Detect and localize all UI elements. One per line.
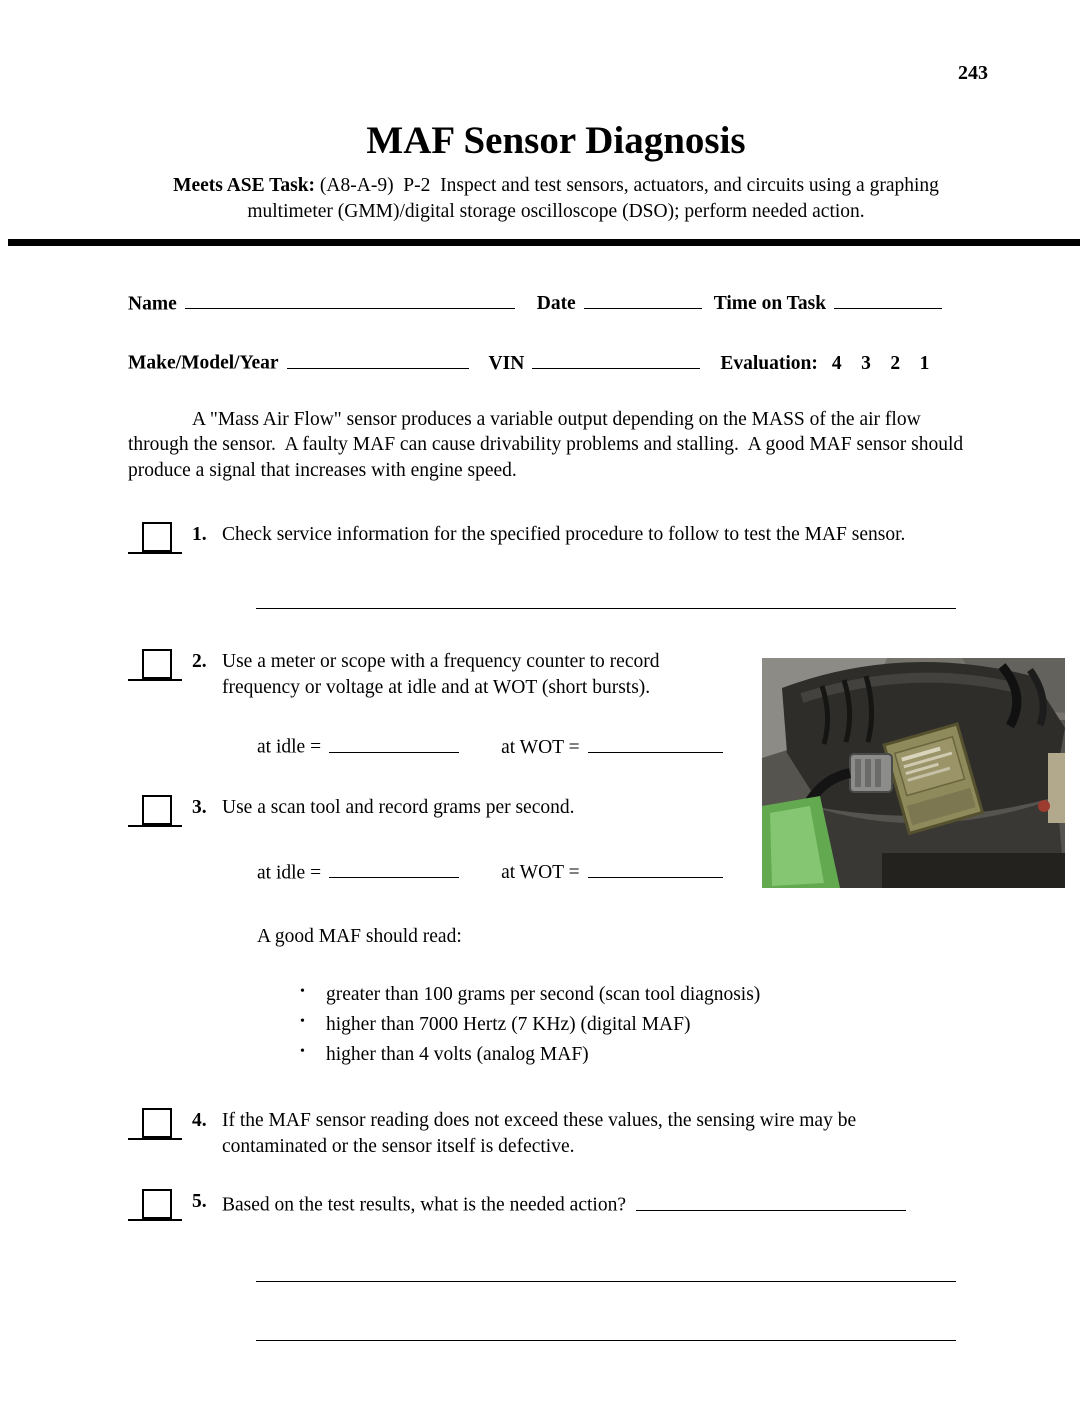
task-2-idle-field[interactable]: [329, 731, 459, 752]
ase-task-line: [128, 173, 984, 225]
at-wot-label: at WOT =: [501, 861, 580, 883]
task-5-text: Based on the test results, what is the needed action?: [222, 1194, 626, 1216]
make-model-year-field[interactable]: [287, 347, 469, 368]
vin-label: VIN: [488, 352, 525, 374]
task-5-answer-line-2[interactable]: [256, 1340, 956, 1341]
time-on-task-field[interactable]: [834, 288, 942, 309]
task-item-1: [128, 522, 984, 554]
task-3-checkbox-line: [128, 795, 182, 827]
form-row-identity: [128, 288, 984, 317]
task-4-text: If the MAF sensor reading does not exceed these values, the sensing wire may be contaminated or the sensor itself is defective.: [222, 1109, 857, 1157]
list-item: [300, 982, 984, 1008]
task-5-checkbox[interactable]: [142, 1189, 172, 1219]
task-2-checkbox[interactable]: [142, 649, 172, 679]
task-3-wot-field[interactable]: [588, 857, 723, 878]
task-item-5: [128, 1189, 984, 1221]
bullet-text: greater than 100 grams per second (scan tool diagnosis): [326, 983, 761, 1005]
bullet-icon: •: [300, 1043, 305, 1059]
task-2-checkbox-line: [128, 649, 182, 681]
name-label: Name: [128, 293, 177, 315]
ase-task-text: (A8-A-9) P-2 Inspect and test sensors, actuators, and circuits using a graphing multimeter (GMM)/digital storage oscilloscope (DSO); perform needed action.: [247, 174, 944, 222]
evaluation-scale[interactable]: 4 3 2 1: [831, 352, 930, 374]
good-maf-heading: A good MAF should read:: [257, 925, 462, 947]
bullet-text: higher than 7000 Hertz (7 KHz) (digital MAF): [326, 1013, 691, 1035]
task-1-answer-line[interactable]: [256, 608, 956, 609]
task-1-checkbox-line: [128, 522, 182, 554]
bullet-text: higher than 4 volts (analog MAF): [326, 1043, 589, 1065]
page-title: MAF Sensor Diagnosis: [366, 119, 746, 162]
task-5-number: 5.: [192, 1191, 207, 1213]
task-4-checkbox[interactable]: [142, 1108, 172, 1138]
header-divider: [8, 239, 1080, 246]
task-3-idle-field[interactable]: [329, 857, 459, 878]
good-maf-bullets: [300, 982, 984, 1068]
form-row-vehicle: [128, 347, 984, 376]
name-field[interactable]: [185, 288, 515, 309]
task-1-text: Check service information for the specified procedure to follow to test the MAF sensor.: [222, 524, 906, 546]
task-1-checkbox[interactable]: [142, 522, 172, 552]
at-wot-label: at WOT =: [501, 736, 580, 758]
page-number: 243: [958, 62, 988, 84]
task-3-checkbox[interactable]: [142, 795, 172, 825]
task-3-number: 3.: [192, 796, 207, 818]
task-2-wot-field[interactable]: [588, 731, 723, 752]
at-idle-label: at idle =: [257, 736, 322, 758]
at-idle-label: at idle =: [257, 861, 322, 883]
task-5-text-line: [222, 1189, 906, 1218]
ase-task-label: Meets ASE Task:: [173, 174, 316, 196]
evaluation-label: Evaluation:: [720, 352, 818, 374]
task-5-answer-line-1[interactable]: [256, 1281, 956, 1282]
date-label: Date: [536, 293, 576, 315]
task-5-answer-field[interactable]: [636, 1189, 906, 1210]
list-item: [300, 1012, 984, 1038]
intro-paragraph: A "Mass Air Flow" sensor produces a variable output depending on the MASS of the air flow through the sensor. A faulty MAF can cause drivability problems and stalling. A good MAF sensor should produce a signal that increases with engine speed.: [128, 408, 969, 482]
task-1-number: 1.: [192, 524, 207, 546]
bullet-icon: •: [300, 983, 305, 999]
make-model-year-label: Make/Model/Year: [128, 352, 279, 374]
time-on-task-label: Time on Task: [713, 293, 827, 315]
task-4-number: 4.: [192, 1109, 207, 1131]
task-2-text: Use a meter or scope with a frequency counter to record frequency or voltage at idle and at WOT (short bursts).: [222, 651, 660, 699]
task-3-text: Use a scan tool and record grams per second.: [222, 796, 575, 818]
maf-sensor-photo: [762, 658, 1065, 888]
date-field[interactable]: [584, 288, 702, 309]
vin-field[interactable]: [532, 347, 700, 368]
task-item-4: [128, 1108, 984, 1160]
list-item: [300, 1042, 984, 1068]
task-4-checkbox-line: [128, 1108, 182, 1140]
bullet-icon: •: [300, 1013, 305, 1029]
task-5-checkbox-line: [128, 1189, 182, 1221]
task-2-number: 2.: [192, 651, 207, 673]
